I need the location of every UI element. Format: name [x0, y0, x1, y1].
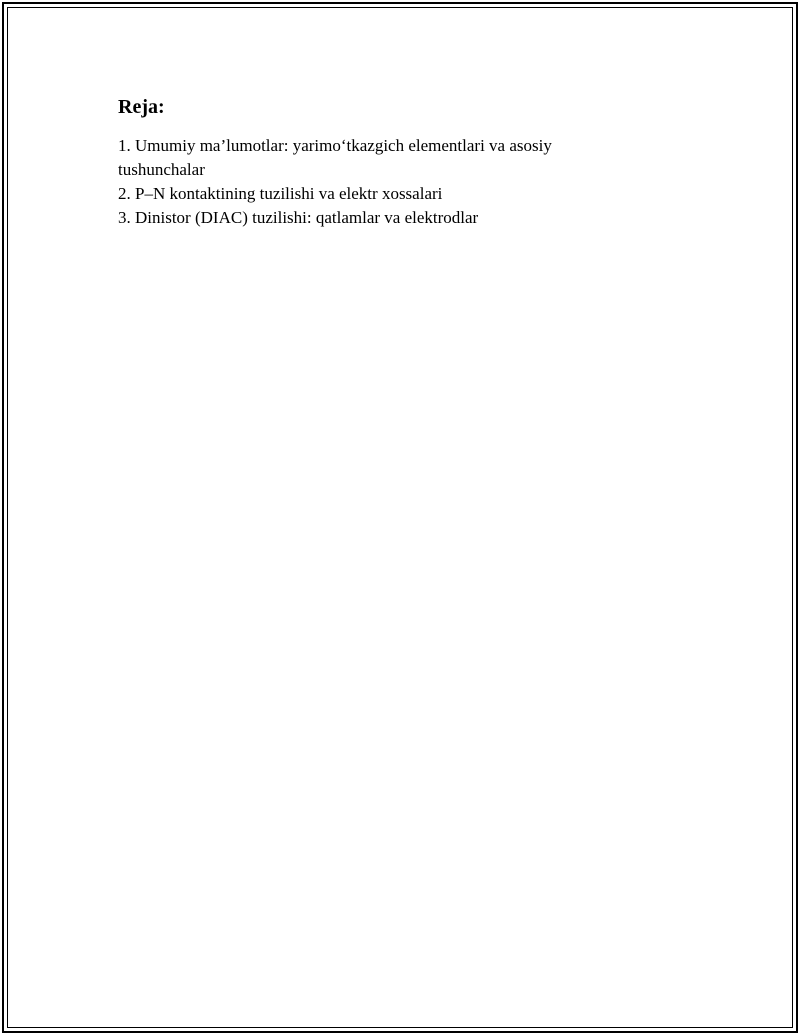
plan-list [118, 134, 598, 230]
plan-item-3: 3. Dinistor (DIAC) tuzilishi: qatlamlar va elektrodlar [118, 208, 479, 227]
plan-heading: Reja: [118, 96, 165, 118]
document-body [118, 94, 598, 230]
plan-item-1: 1. Umumiy ma’lumotlar: yarimo‘tkazgich elementlari va asosiy tushunchalar [118, 136, 552, 179]
plan-item-2: 2. P–N kontaktining tuzilishi va elektr xossalari [118, 184, 443, 203]
